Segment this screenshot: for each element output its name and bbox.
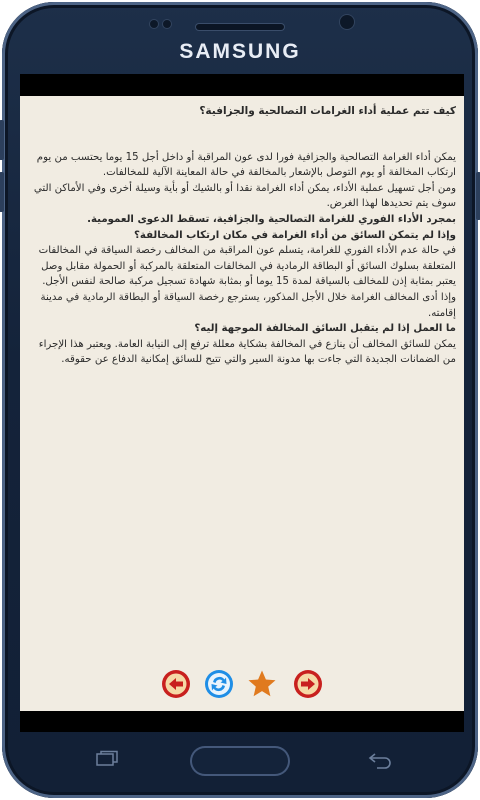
screen [20,74,464,732]
brand-logo: SAMSUNG [179,40,301,63]
question: ما العمل إذا لم يتقبل السائق المخالفة الموجهة إليه؟ [194,323,456,335]
paragraph: ومن أجل تسهيل عملية الأداء، يمكن أداء الغرامة نقدا أو بالشيك أو بأية وسيلة أخرى وفي الأماكن التي سوف يتم تحديدها لهذا الغرض. [33,182,456,210]
recents-icon[interactable] [92,750,122,770]
home-button[interactable] [190,746,290,776]
question: وإذا لم يتمكن السائق من أداء الغرامة في مكان ارتكاب المخالفة؟ [134,229,456,241]
article-view[interactable] [20,96,464,711]
article-title: كيف تتم عملية أداء الغرامات التصالحية والجزافية؟ [199,105,456,117]
article-controls [20,668,464,708]
light-sensor [163,20,171,28]
top-bar [20,74,464,96]
left-arrow-icon[interactable] [160,668,192,700]
bottom-bar [20,711,464,732]
right-arrow-icon[interactable] [292,668,324,700]
paragraph: يمكن أداء الغرامة التصالحية والجزافية فورا لدى عون المراقبة أو داخل أجل 15 يوما يحتسب من يوم ارتكاب المخالفة أو يوم التوصل بالإشعار بالمخالفة في حالة المعاينة الآلية للمخالفات. [36,151,456,179]
volume-key-2 [0,172,4,212]
paragraph: وإذا أدى المخالف الغرامة خلال الأجل المذكور، يسترجع رخصة السياقة أو البطاقة الرمادية في مدينة إقامته. [40,291,456,319]
back-icon[interactable] [365,750,395,770]
proximity-sensor [150,20,158,28]
paragraph: في حالة عدم الأداء الفوري للغرامة، يتسلم عون المراقبة من المخالف رخصة السياقة في المخالفات المتعلقة بسلوك السائق أو البطاقة الرمادية في المخالفات المتعلقة بالمركبة أو الحمولة مقابل وصل يعتبر بمثابة إذن للمخالف بالسياقة لمدة 15 يوما أو بمثابة شهادة تسجيل مركبة صالحة لنفس الأجل. [38,245,456,288]
article-text [28,104,456,368]
earpiece-speaker [196,24,284,30]
paragraph: بمجرد الأداء الفوري للغرامة التصالحية والجزافية، تسقط الدعوى العمومية. [87,213,456,225]
star-icon[interactable] [246,668,278,700]
volume-key [0,120,4,160]
front-camera [340,15,354,29]
refresh-icon[interactable] [203,668,235,700]
paragraph: يمكن للسائق المخالف أن ينازع في المخالفة بشكاية معللة ترفع إلى النيابة العامة. ويعتبر هذا الإجراء من الضمانات الجديدة التي جاءت بها مدونة السير والتي تتيح للسائق إمكانية الدفاع عن حقوقه. [38,338,456,366]
power-key [476,172,480,220]
